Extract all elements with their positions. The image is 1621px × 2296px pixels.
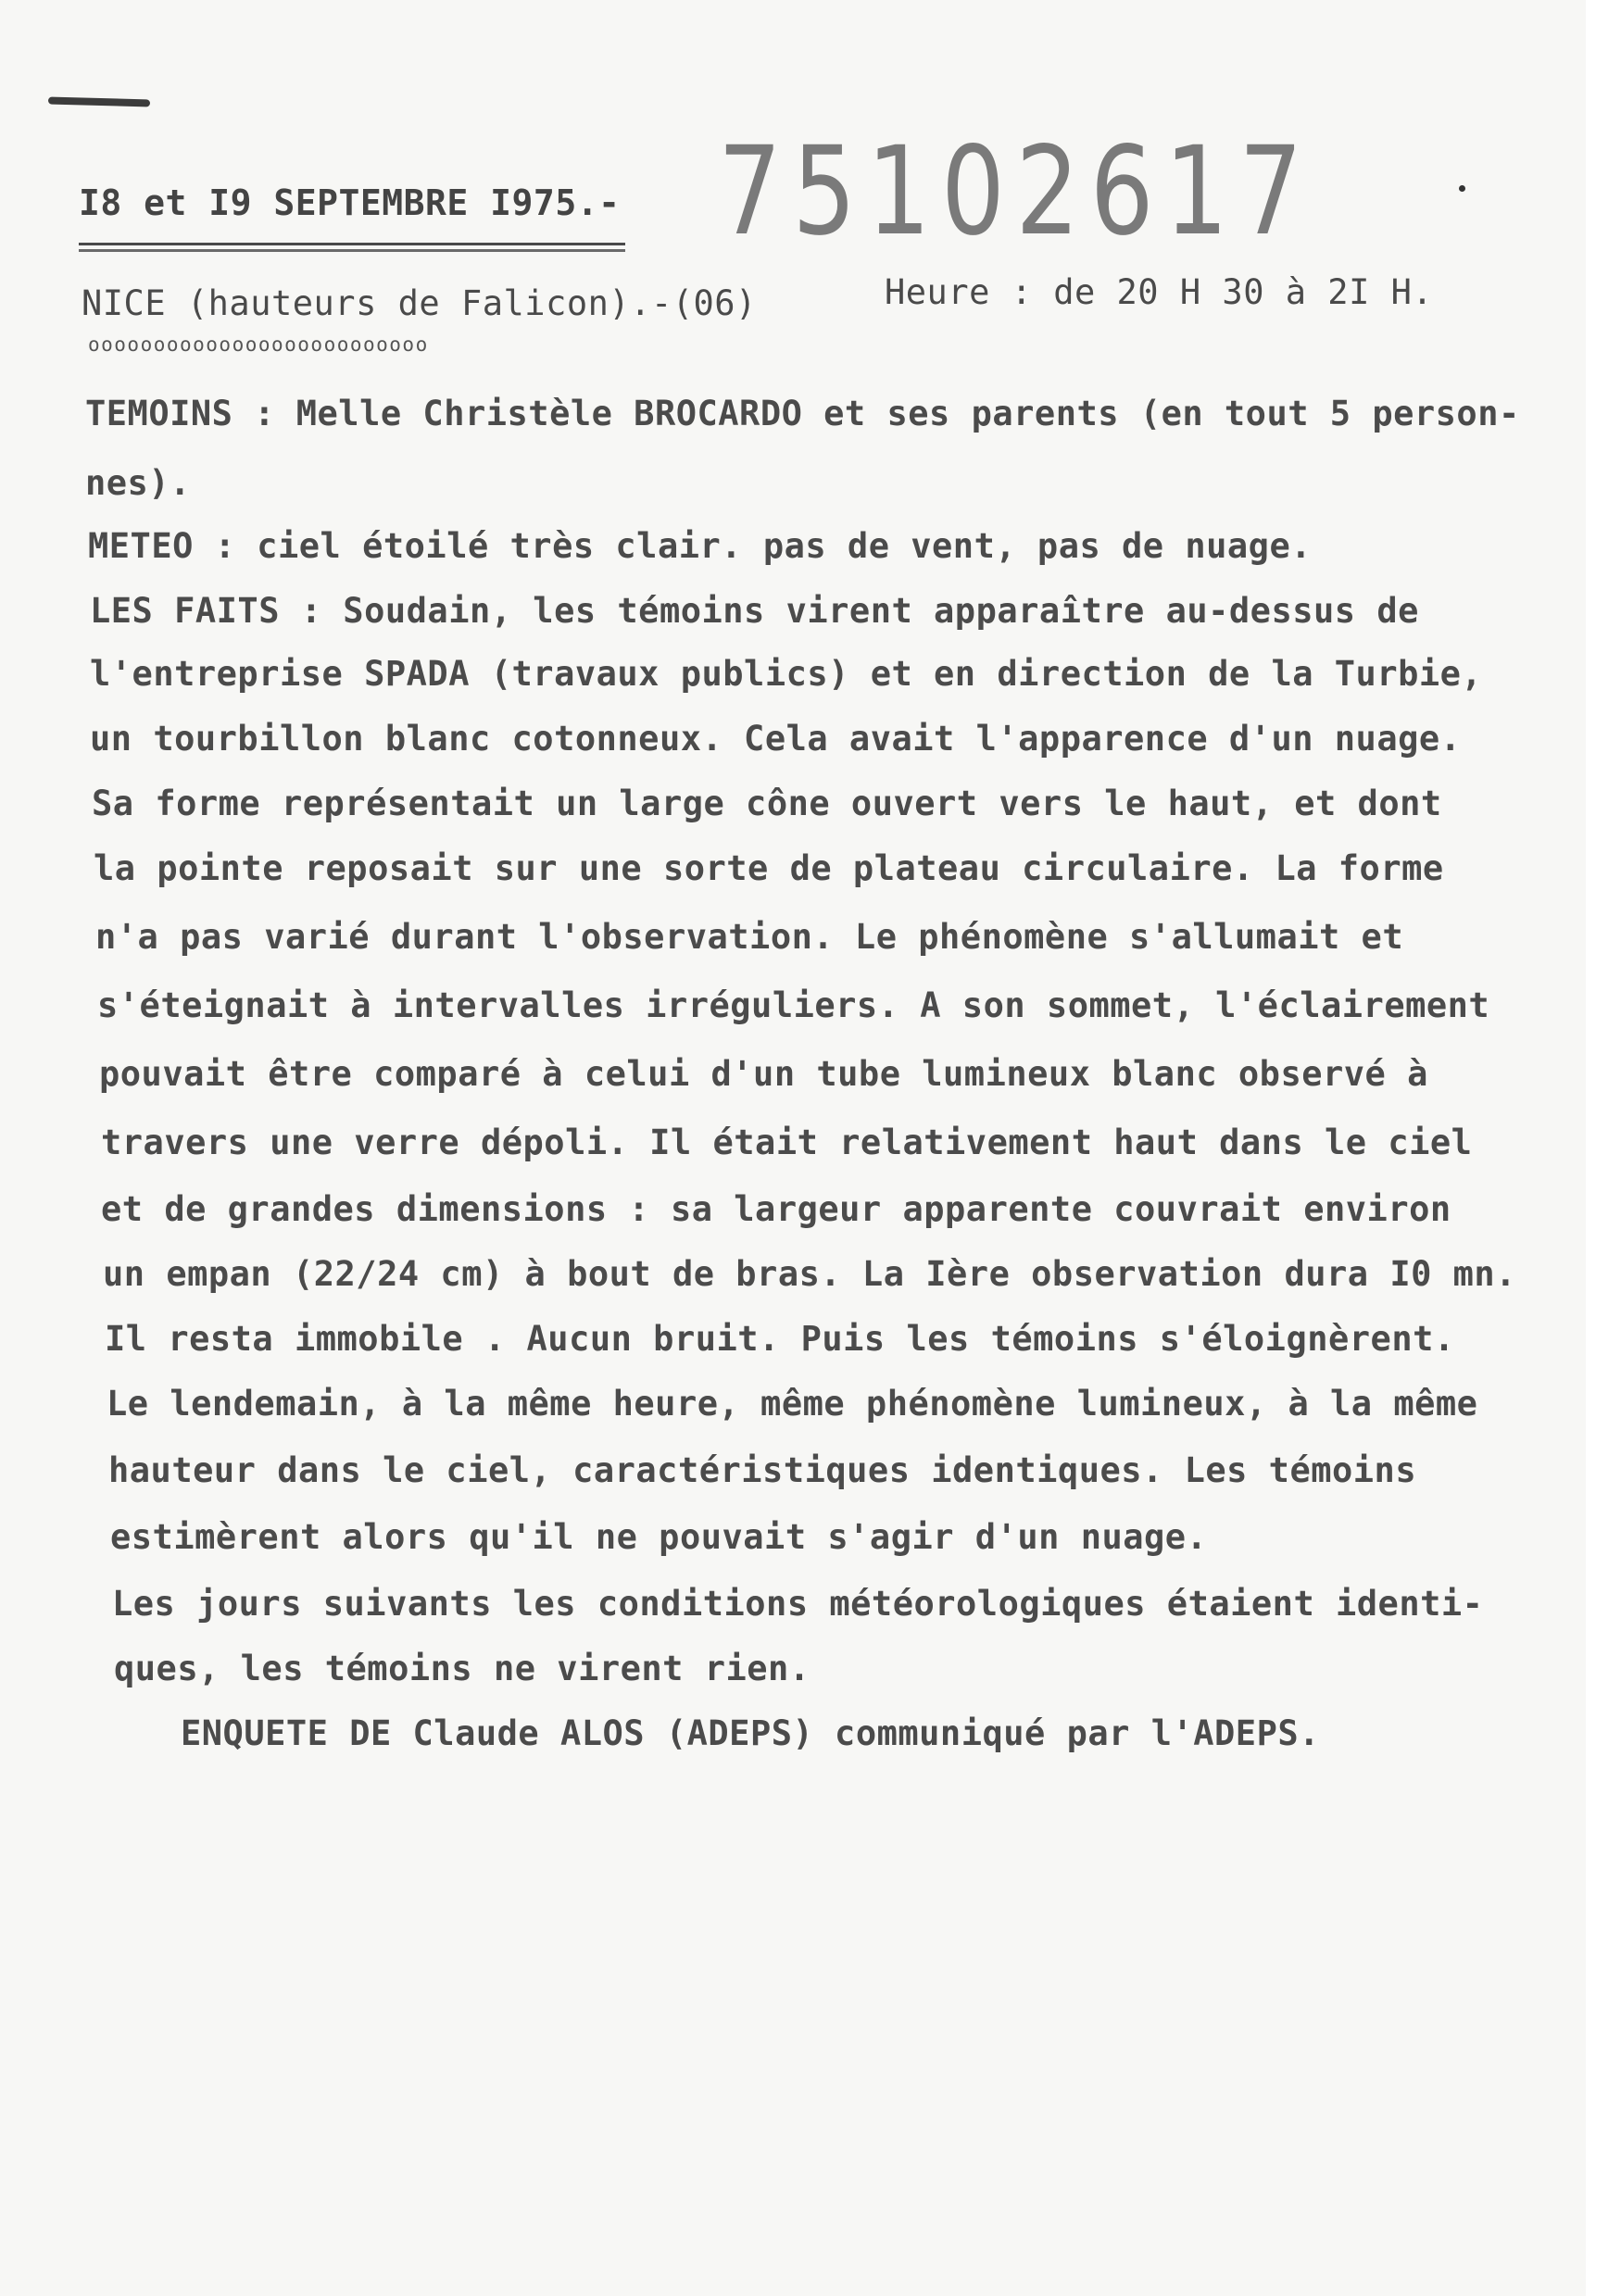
body-line: TEMOINS : Melle Christèle BROCARDO et ses parents (en tout 5 person- xyxy=(85,394,1520,433)
body-line: nes). xyxy=(85,463,191,503)
body-line: ENQUETE DE Claude ALOS (ADEPS) communiqué par l'ADEPS. xyxy=(181,1713,1320,1753)
body-line: n'a pas varié durant l'observation. Le phénomène s'allumait et xyxy=(95,917,1404,957)
body-line: l'entreprise SPADA (travaux publics) et en direction de la Turbie, xyxy=(90,654,1483,694)
body-line: estimèrent alors qu'il ne pouvait s'agir d'un nuage. xyxy=(110,1517,1208,1557)
right-margin-strip xyxy=(1586,0,1621,2296)
body-line: pouvait être comparé à celui d'un tube lumineux blanc observé à xyxy=(99,1054,1428,1094)
body-line: LES FAITS : Soudain, les témoins virent apparaître au-dessus de xyxy=(90,591,1419,631)
body-line: hauteur dans le ciel, caractéristiques identiques. Les témoins xyxy=(108,1450,1417,1490)
report-location: NICE (hauteurs de Falicon).-(06) xyxy=(82,283,757,323)
body-line: Le lendemain, à la même heure, même phénomène lumineux, à la même xyxy=(107,1384,1478,1424)
body-line: un tourbillon blanc cotonneux. Cela avait l'apparence d'un nuage. xyxy=(90,719,1462,759)
body-line: s'éteignait à intervalles irréguliers. A son sommet, l'éclairement xyxy=(97,985,1490,1025)
body-line: Il resta immobile . Aucun bruit. Puis les témoins s'éloignèrent. xyxy=(105,1319,1455,1359)
body-line: et de grandes dimensions : sa largeur apparente couvrait environ xyxy=(101,1189,1451,1229)
dot-mark xyxy=(1459,185,1465,192)
body-line: la pointe reposait sur une sorte de plateau circulaire. La forme xyxy=(94,848,1444,888)
reference-number: 75102617 xyxy=(718,120,1313,263)
report-date: I8 et I9 SEPTEMBRE I975.- xyxy=(79,182,621,223)
body-line: METEO : ciel étoilé très clair. pas de vent, pas de nuage. xyxy=(88,526,1313,566)
circle-separator: oooooooooooooooooooooooooo xyxy=(88,333,429,356)
body-line: travers une verre dépoli. Il était relativement haut dans le ciel xyxy=(101,1123,1473,1162)
date-underline xyxy=(79,243,625,252)
body-line: Les jours suivants les conditions météorologiques étaient identi- xyxy=(112,1584,1484,1624)
body-line: un empan (22/24 cm) à bout de bras. La Ière observation dura I0 mn. xyxy=(103,1254,1516,1294)
report-time: Heure : de 20 H 30 à 2I H. xyxy=(885,272,1434,312)
body-line: Sa forme représentait un large cône ouvert vers le haut, et dont xyxy=(92,784,1442,823)
body-line: ques, les témoins ne virent rien. xyxy=(114,1649,810,1688)
corner-dash-mark xyxy=(48,97,150,107)
